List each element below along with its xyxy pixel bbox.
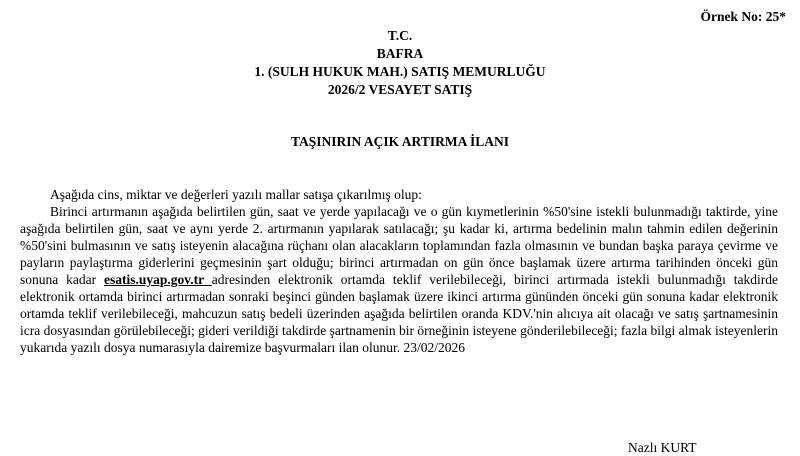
header-city: BAFRA: [376, 46, 424, 61]
terms-text-before-link: Birinci artırmanın aşağıda belirtilen gün, saat ve yerde yapılacağı ve o gün kıymetlerinin %50'sine istekli bulunmadığı taktirde, yine aşağıda belirtilen gün, saat ve aynı yerde 2. artırmanın yapılarak satılacağı; şu kadar ki, artırma bedelinin malın tahmin edilen değerinin %50'sini bulmasının ve satış isteyenin alacağına rüçhanı olan alacakların toplamından fazla olmasının ve bundan başka paraya çevirme ve payların paylaştırma giderlerini geçmesinin şart olduğu; birinci artırmadan on gün önce başlamak üzere artırma tarihinden önceki gün sonuna kadar: [20, 204, 778, 287]
esatis-link[interactable]: esatis.uyap.gov.tr: [104, 272, 212, 287]
terms-text-after-link: adresinden elektronik ortamda teklif verilebileceği, birinci artırmada istekli bulunmadığı takdirde elektronik ortamda birinci artırmadan sonraki beşinci günden başlamak üzere ikinci artırma gününden önceki gün sonuna kadar elektronik ortamda teklif verilebileceği, mahcuzun satış bedeli üzerinden aşağıda belirtilen oranda KDV.'nin alıcıya ait olacağı ve satış şartnamesinin icra dosyasından görülebileceği; gideri verildiği takdirde şartnamenin bir örneğinin isteyene gönderilebileceği; fazla bilgi almak isteyenlerin yukarıda yazılı dosya numarasıyla dairemize başvurmaları ilan olunur. 23/02/2026: [20, 272, 778, 355]
header-tc: T.C.: [387, 28, 413, 43]
terms-paragraph: [20, 203, 778, 356]
sample-number: Örnek No: 25*: [700, 9, 786, 24]
header-file-number: 2026/2 VESAYET SATIŞ: [327, 82, 473, 97]
office-header: [0, 27, 800, 99]
signer-name: Nazlı KURT: [628, 440, 697, 455]
notice-body: [20, 186, 778, 356]
intro-paragraph: Aşağıda cins, miktar ve değerleri yazılı mallar satışa çıkarılmış olup:: [50, 187, 422, 202]
header-office: 1. (SULH HUKUK MAH.) SATIŞ MEMURLUĞU: [254, 64, 546, 79]
notice-title: TAŞINIRIN AÇIK ARTIRMA İLANI: [291, 134, 509, 149]
